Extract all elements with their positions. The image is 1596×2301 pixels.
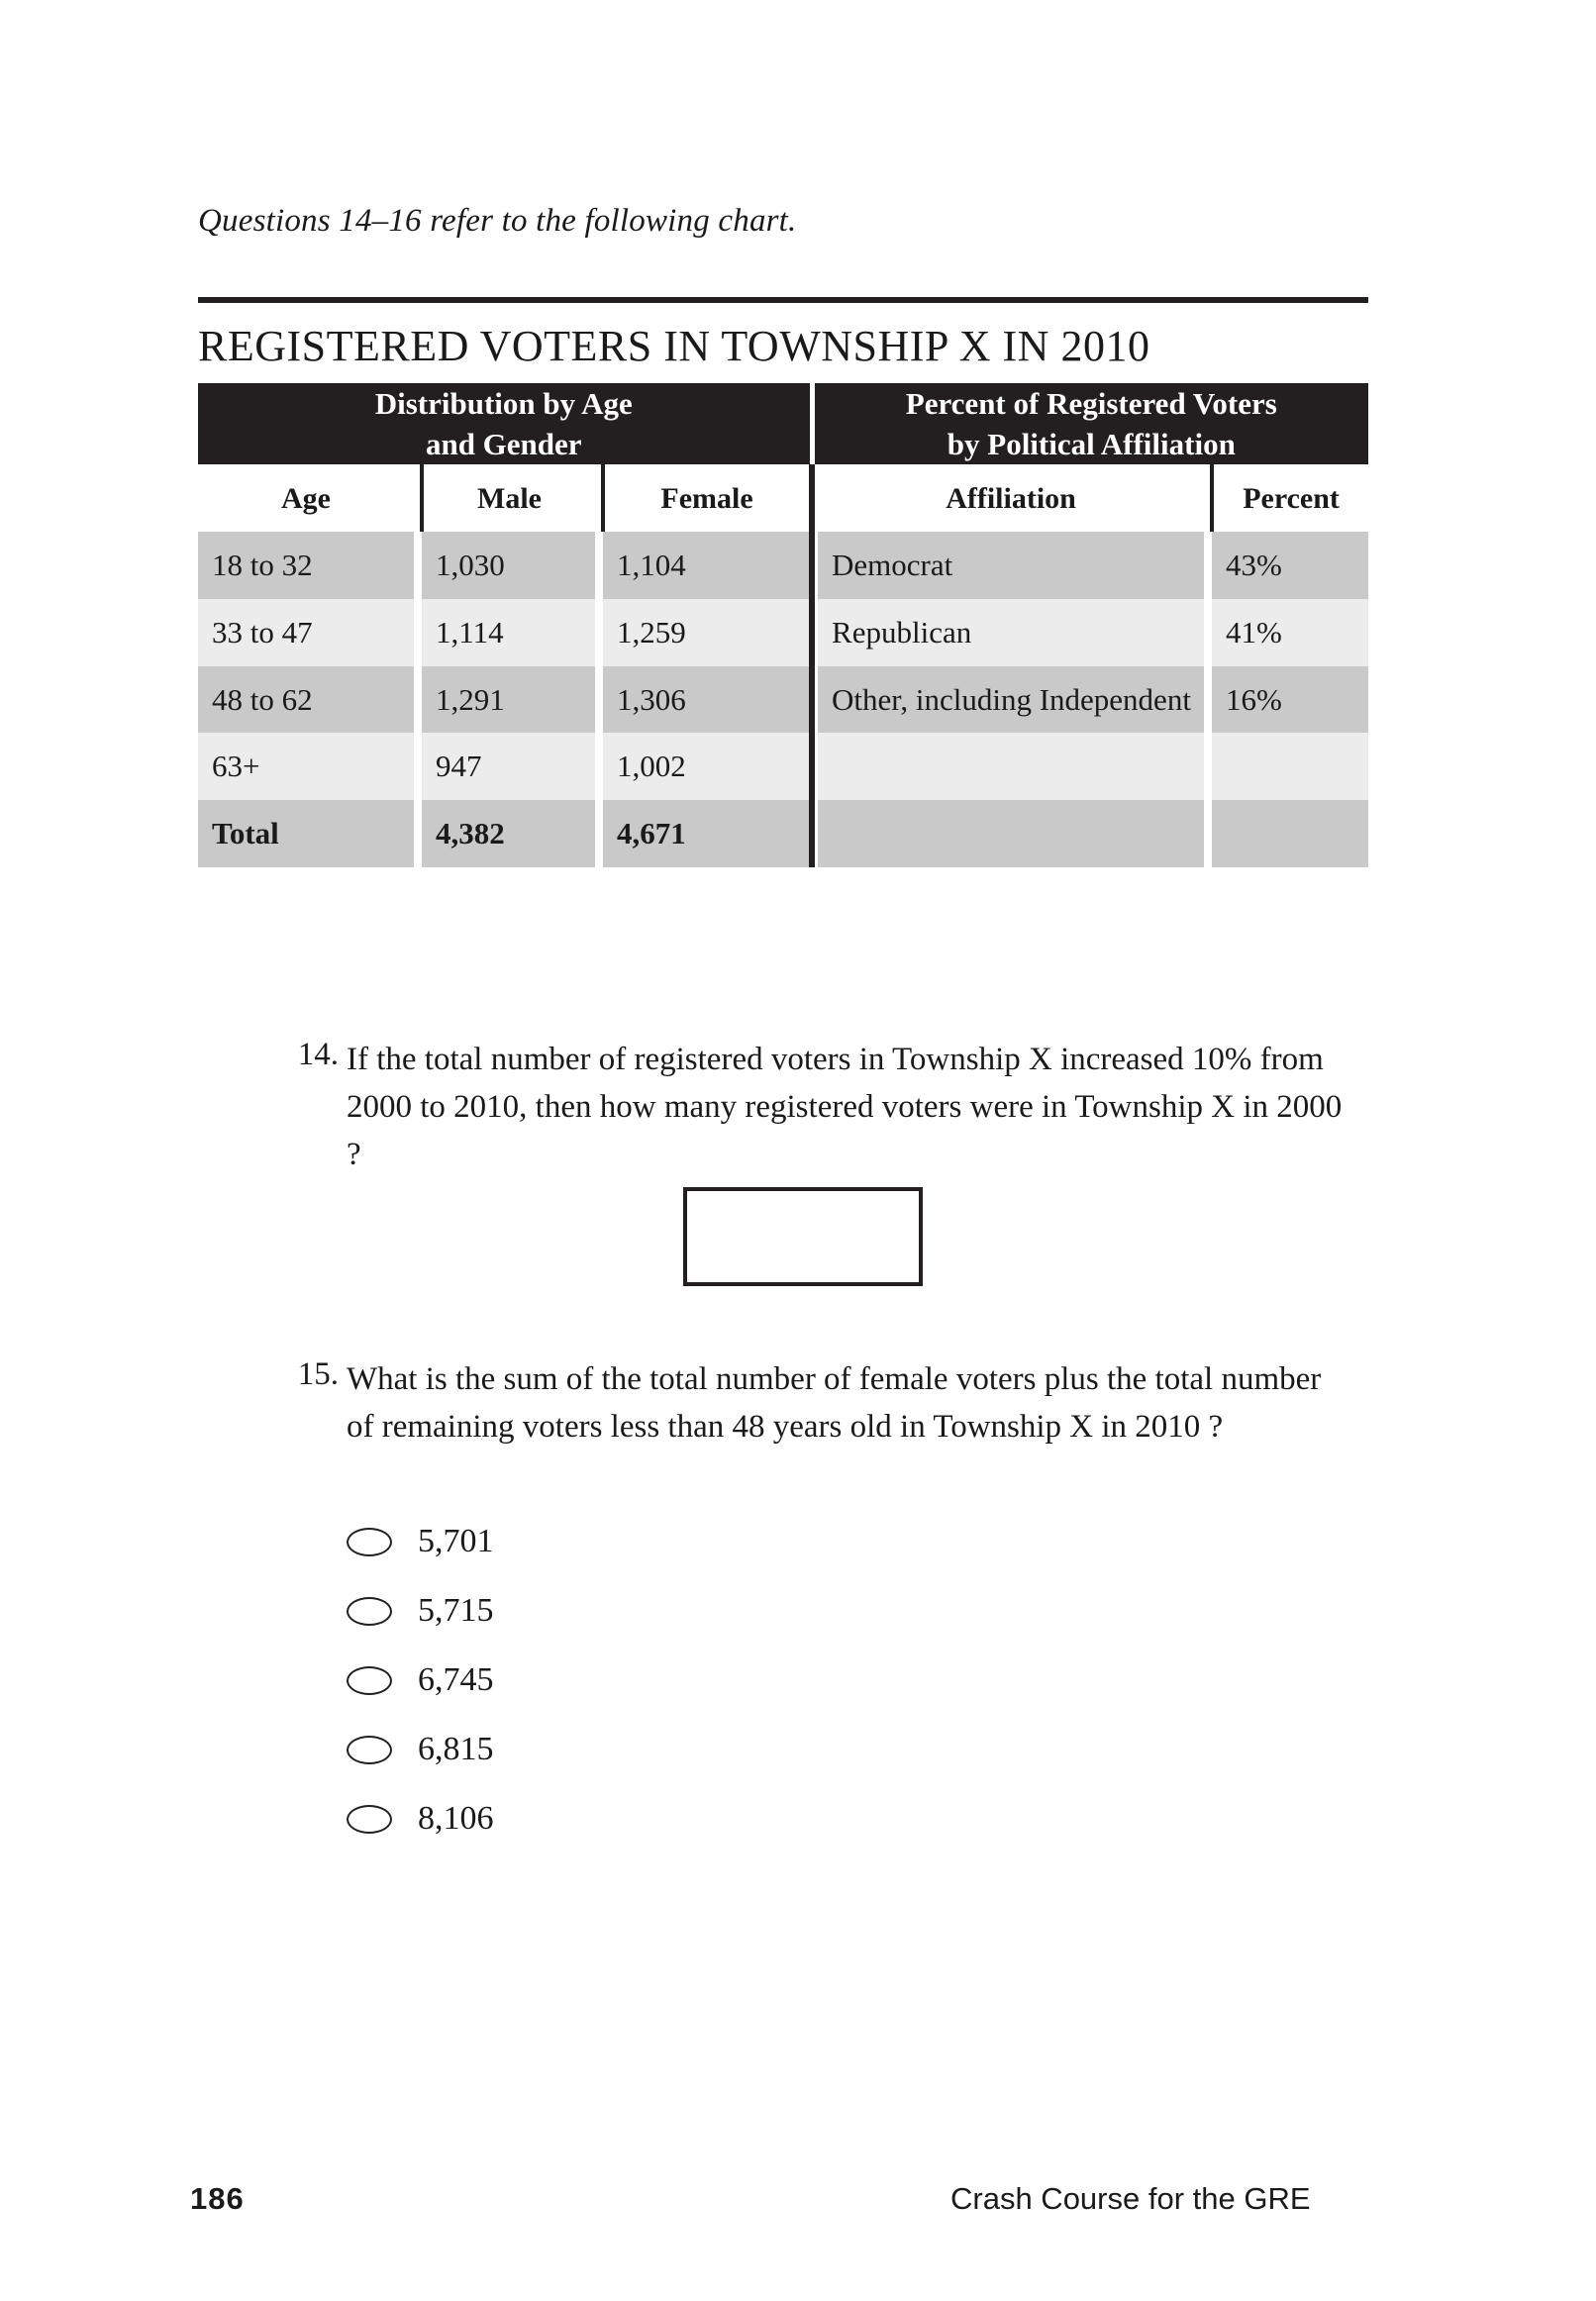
cell-affiliation: Other, including Independent <box>818 666 1204 734</box>
chart-title: REGISTERED VOTERS IN TOWNSHIP X IN 2010 <box>198 322 1150 370</box>
cell-female: 4,671 <box>603 800 812 867</box>
spacer <box>1204 666 1212 734</box>
question-set-intro: Questions 14–16 refer to the following chart. <box>198 203 797 239</box>
spacer <box>1204 464 1212 532</box>
choice-option[interactable] <box>347 1576 494 1646</box>
spacer <box>1204 599 1212 666</box>
spacer <box>414 666 422 734</box>
cell-female: 1,002 <box>603 733 812 800</box>
spacer <box>595 464 603 532</box>
cell-female: 1,104 <box>603 532 812 599</box>
cell-affiliation: Republican <box>818 599 1204 666</box>
column-header-age: Age <box>198 464 414 532</box>
radio-oval-icon[interactable] <box>347 1666 392 1695</box>
spacer <box>595 599 603 666</box>
group-header-age-gender <box>198 383 812 464</box>
radio-oval-icon[interactable] <box>347 1736 392 1764</box>
choice-label: 6,815 <box>418 1731 494 1767</box>
cell-percent: 43% <box>1212 532 1368 599</box>
cell-male: 1,114 <box>422 599 595 666</box>
cell-male: 947 <box>422 733 595 800</box>
column-header-percent: Percent <box>1212 464 1368 532</box>
cell-affiliation <box>818 800 1204 867</box>
question-14-answer-input[interactable] <box>683 1187 923 1286</box>
spacer <box>414 599 422 666</box>
table-row <box>198 532 1368 599</box>
horizontal-rule <box>198 297 1368 303</box>
spacer <box>1204 532 1212 599</box>
spacer <box>595 733 603 800</box>
table-row <box>198 733 1368 800</box>
spacer <box>414 532 422 599</box>
cell-percent: 16% <box>1212 666 1368 734</box>
choice-label: 5,715 <box>418 1592 494 1629</box>
question-15-text: What is the sum of the total number of female voters plus the total number of remaining voters less than 48 years old in Township X in 2010 ? <box>347 1361 1322 1445</box>
table-group-header-row <box>198 383 1368 464</box>
question-15-number: 15. <box>297 1356 339 1392</box>
group-header-affiliation-line1: Percent of Registered Voters <box>905 386 1277 421</box>
cell-female: 1,306 <box>603 666 812 734</box>
group-header-affiliation <box>812 383 1368 464</box>
question-14-text: If the total number of registered voters in Township X increased 10% from 2000 to 2010, then how many registered voters were in Township X in 2000 ? <box>347 1042 1343 1172</box>
cell-age: 33 to 47 <box>198 599 414 666</box>
choice-option[interactable] <box>347 1646 494 1715</box>
cell-female: 1,259 <box>603 599 812 666</box>
radio-oval-icon[interactable] <box>347 1528 392 1556</box>
radio-oval-icon[interactable] <box>347 1805 392 1834</box>
group-header-age-gender-line2: and Gender <box>425 427 582 462</box>
registered-voters-table <box>198 383 1368 867</box>
cell-male: 1,291 <box>422 666 595 734</box>
footer-book-title: Crash Course for the GRE <box>950 2181 1311 2216</box>
spacer <box>414 733 422 800</box>
cell-percent <box>1212 800 1368 867</box>
cell-male: 1,030 <box>422 532 595 599</box>
spacer <box>595 800 603 867</box>
spacer <box>595 666 603 734</box>
group-header-affiliation-line2: by Political Affiliation <box>947 427 1236 462</box>
cell-age: 48 to 62 <box>198 666 414 734</box>
table-row-total <box>198 800 1368 867</box>
spacer <box>1204 733 1212 800</box>
spacer <box>595 532 603 599</box>
cell-percent: 41% <box>1212 599 1368 666</box>
choice-option[interactable] <box>347 1507 494 1576</box>
choice-label: 6,745 <box>418 1661 494 1698</box>
column-header-affiliation: Affiliation <box>818 464 1204 532</box>
cell-affiliation <box>818 733 1204 800</box>
table-column-header-row <box>198 464 1368 532</box>
cell-male: 4,382 <box>422 800 595 867</box>
cell-percent <box>1212 733 1368 800</box>
question-14-number: 14. <box>297 1037 339 1072</box>
table-row <box>198 666 1368 734</box>
question-15-choices <box>347 1507 494 1853</box>
group-header-age-gender-line1: Distribution by Age <box>374 386 633 421</box>
choice-label: 8,106 <box>418 1800 494 1837</box>
cell-age: Total <box>198 800 414 867</box>
column-header-male: Male <box>422 464 595 532</box>
radio-oval-icon[interactable] <box>347 1597 392 1626</box>
choice-label: 5,701 <box>418 1523 494 1559</box>
cell-age: 18 to 32 <box>198 532 414 599</box>
table-row <box>198 599 1368 666</box>
choice-option[interactable] <box>347 1715 494 1784</box>
spacer <box>414 800 422 867</box>
spacer <box>414 464 422 532</box>
spacer <box>1204 800 1212 867</box>
column-header-female: Female <box>603 464 812 532</box>
choice-option[interactable] <box>347 1784 494 1853</box>
cell-age: 63+ <box>198 733 414 800</box>
cell-affiliation: Democrat <box>818 532 1204 599</box>
footer-page-number: 186 <box>190 2181 245 2216</box>
